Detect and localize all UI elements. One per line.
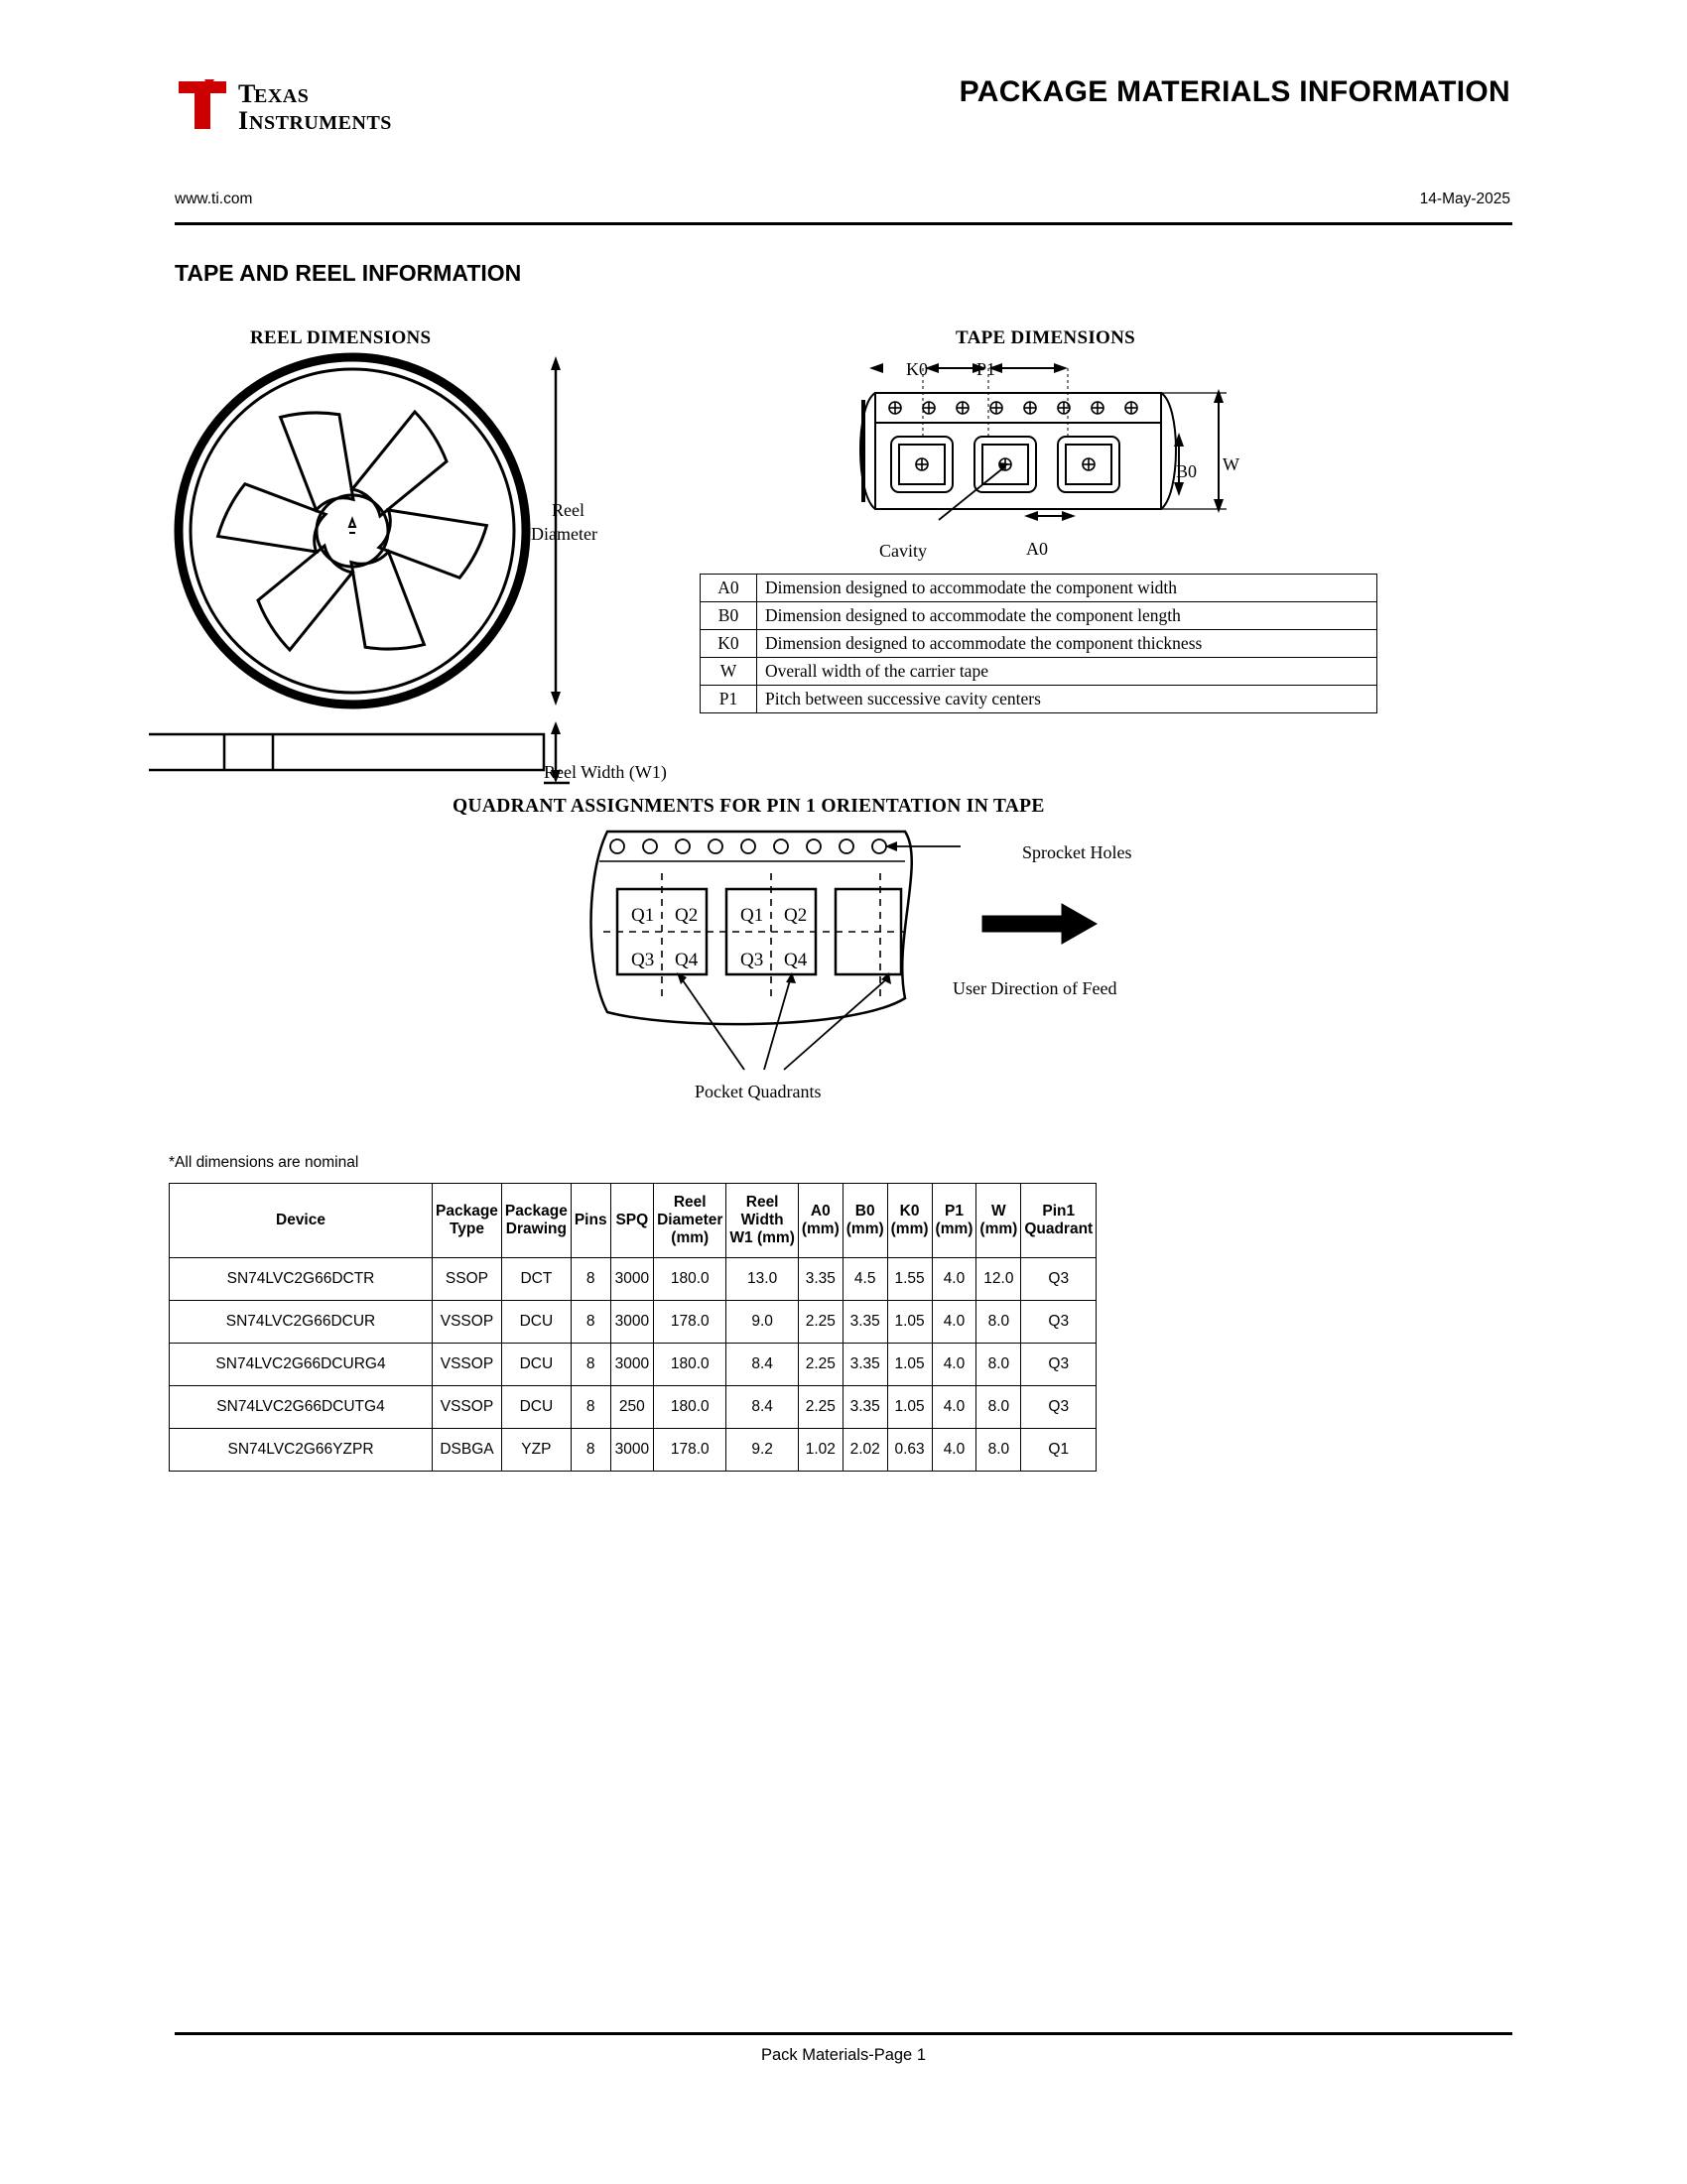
cell-pin1-quadrant: Q1	[1021, 1429, 1097, 1472]
header-line: Reel	[745, 1194, 779, 1212]
cell-w: 8.0	[976, 1301, 1021, 1344]
svg-text:I: I	[238, 106, 249, 135]
header-line: Pins	[574, 1212, 607, 1229]
dim-desc: Pitch between successive cavity centers	[757, 686, 1377, 713]
cell-a0: 2.25	[798, 1301, 843, 1344]
table-row	[701, 630, 1377, 658]
cell-b0: 3.35	[843, 1386, 887, 1429]
cell-reel-width: 9.0	[726, 1301, 798, 1344]
cell-package-type: SSOP	[433, 1258, 502, 1301]
cell-device: SN74LVC2G66DCTR	[170, 1258, 433, 1301]
table-row	[701, 658, 1377, 686]
svg-text:EXAS: EXAS	[254, 85, 310, 107]
cell-pins: 8	[571, 1301, 610, 1344]
svg-text:Q1: Q1	[631, 905, 655, 926]
nominal-dimensions-note: *All dimensions are nominal	[169, 1154, 359, 1171]
header-line: (mm)	[671, 1228, 710, 1246]
cell-reel-width: 8.4	[726, 1386, 798, 1429]
footer-divider	[175, 2032, 1512, 2035]
a0-label: A0	[1026, 539, 1048, 559]
col-header-p1	[932, 1184, 976, 1258]
table-header-row	[170, 1184, 1097, 1258]
cell-pins: 8	[571, 1386, 610, 1429]
dim-key: P1	[701, 686, 757, 713]
table-row	[701, 602, 1377, 630]
cell-p1: 4.0	[932, 1258, 976, 1301]
cell-package-type: VSSOP	[433, 1386, 502, 1429]
header-line: (mm)	[935, 1220, 973, 1237]
col-header-reel-width	[726, 1184, 798, 1258]
dim-key: A0	[701, 575, 757, 602]
cell-reel-diameter: 178.0	[654, 1301, 726, 1344]
cell-reel-width: 13.0	[726, 1258, 798, 1301]
page-title: PACKAGE MATERIALS INFORMATION	[959, 75, 1510, 108]
cell-reel-width: 9.2	[726, 1429, 798, 1472]
cavity-label: Cavity	[879, 541, 927, 561]
cell-device: SN74LVC2G66DCUTG4	[170, 1386, 433, 1429]
header-line: B0	[854, 1203, 875, 1220]
footer-text: Pack Materials-Page 1	[761, 2046, 926, 2064]
header-line: Width	[740, 1212, 784, 1229]
cell-a0: 2.25	[798, 1344, 843, 1386]
cell-reel-diameter: 180.0	[654, 1258, 726, 1301]
tape-reel-table	[169, 1183, 1097, 1472]
header-line: W1 (mm)	[729, 1228, 795, 1246]
cell-device: SN74LVC2G66DCUR	[170, 1301, 433, 1344]
cell-package-drawing: DCT	[501, 1258, 571, 1301]
quadrant-diagram	[556, 822, 1171, 1099]
sprocket-holes-label: Sprocket Holes	[1022, 842, 1132, 862]
document-date: 14-May-2025	[1419, 191, 1510, 207]
cell-pins: 8	[571, 1429, 610, 1472]
cell-package-type: DSBGA	[433, 1429, 502, 1472]
header-line: Reel	[673, 1194, 707, 1212]
dimension-definition-table	[700, 574, 1377, 713]
pocket-quadrants-label: Pocket Quadrants	[695, 1082, 822, 1101]
cell-reel-diameter: 180.0	[654, 1344, 726, 1386]
cell-package-type: VSSOP	[433, 1344, 502, 1386]
cell-device: SN74LVC2G66DCURG4	[170, 1344, 433, 1386]
table-row	[170, 1301, 1097, 1344]
table-row	[701, 686, 1377, 713]
svg-text:Q2: Q2	[784, 905, 808, 926]
reel-dimensions-caption: REEL DIMENSIONS	[250, 327, 432, 348]
table-row	[701, 575, 1377, 602]
cell-p1: 4.0	[932, 1301, 976, 1344]
cell-pin1-quadrant: Q3	[1021, 1386, 1097, 1429]
cell-p1: 4.0	[932, 1386, 976, 1429]
cell-reel-diameter: 178.0	[654, 1429, 726, 1472]
header-line: Package	[436, 1203, 498, 1220]
col-header-package-drawing	[501, 1184, 571, 1258]
dim-key: B0	[701, 602, 757, 630]
cell-b0: 2.02	[843, 1429, 887, 1472]
header-line: Device	[276, 1212, 325, 1229]
cell-a0: 1.02	[798, 1429, 843, 1472]
svg-text:Q3: Q3	[740, 950, 764, 970]
header-line: (mm)	[890, 1220, 929, 1237]
dim-desc: Dimension designed to accommodate the component length	[757, 602, 1377, 630]
cell-spq: 3000	[610, 1344, 653, 1386]
cell-p1: 4.0	[932, 1429, 976, 1472]
cell-pins: 8	[571, 1258, 610, 1301]
cell-spq: 250	[610, 1386, 653, 1429]
b0-label: B0	[1176, 461, 1198, 481]
header-line: (mm)	[979, 1220, 1018, 1237]
table-row	[170, 1344, 1097, 1386]
cell-reel-diameter: 180.0	[654, 1386, 726, 1429]
col-header-package-type	[433, 1184, 502, 1258]
header-line: SPQ	[615, 1212, 649, 1229]
cell-k0: 1.55	[887, 1258, 932, 1301]
table-row	[170, 1386, 1097, 1429]
cell-reel-width: 8.4	[726, 1344, 798, 1386]
quadrant-caption: QUADRANT ASSIGNMENTS FOR PIN 1 ORIENTATION IN TAPE	[453, 796, 1045, 817]
reel-width-label: Reel Width (W1)	[544, 762, 667, 782]
table-row	[170, 1258, 1097, 1301]
section-title: TAPE AND REEL INFORMATION	[175, 260, 522, 286]
cell-b0: 3.35	[843, 1344, 887, 1386]
cell-pin1-quadrant: Q3	[1021, 1344, 1097, 1386]
col-header-a0	[798, 1184, 843, 1258]
dim-key: K0	[701, 630, 757, 658]
dim-desc: Dimension designed to accommodate the component thickness	[757, 630, 1377, 658]
header-line: A0	[810, 1203, 831, 1220]
cell-p1: 4.0	[932, 1344, 976, 1386]
cell-package-drawing: DCU	[501, 1301, 571, 1344]
feed-direction-label: User Direction of Feed	[953, 978, 1117, 998]
cell-a0: 3.35	[798, 1258, 843, 1301]
dim-desc: Dimension designed to accommodate the component width	[757, 575, 1377, 602]
cell-b0: 3.35	[843, 1301, 887, 1344]
svg-text:Q2: Q2	[675, 905, 699, 926]
tape-dimensions-caption: TAPE DIMENSIONS	[956, 327, 1135, 348]
cell-spq: 3000	[610, 1258, 653, 1301]
svg-text:Q4: Q4	[675, 950, 699, 970]
cell-package-drawing: DCU	[501, 1386, 571, 1429]
svg-text:NSTRUMENTS: NSTRUMENTS	[249, 112, 392, 134]
cell-pins: 8	[571, 1344, 610, 1386]
cell-spq: 3000	[610, 1429, 653, 1472]
header-line: (mm)	[801, 1220, 840, 1237]
cell-spq: 3000	[610, 1301, 653, 1344]
cell-package-type: VSSOP	[433, 1301, 502, 1344]
reel-diagram	[149, 342, 764, 789]
cell-pin1-quadrant: Q3	[1021, 1258, 1097, 1301]
w-label: W	[1223, 454, 1239, 474]
header-line: Diameter	[657, 1212, 723, 1229]
col-header-w	[976, 1184, 1021, 1258]
header-line: Type	[449, 1220, 484, 1237]
svg-text:Q3: Q3	[631, 950, 655, 970]
col-header-reel-diameter	[654, 1184, 726, 1258]
cell-k0: 1.05	[887, 1301, 932, 1344]
k0-label: K0	[906, 359, 928, 379]
svg-text:Q1: Q1	[740, 905, 764, 926]
reel-diameter-label-line2: Diameter	[531, 524, 597, 544]
cell-b0: 4.5	[843, 1258, 887, 1301]
ti-url: www.ti.com	[175, 191, 253, 207]
col-header-device	[170, 1184, 433, 1258]
ti-logo	[175, 77, 462, 139]
header-line: W	[991, 1203, 1006, 1220]
dim-desc: Overall width of the carrier tape	[757, 658, 1377, 686]
cell-a0: 2.25	[798, 1386, 843, 1429]
reel-diameter-label-line1: Reel	[552, 500, 584, 520]
header-line: Drawing	[505, 1220, 567, 1237]
cell-w: 8.0	[976, 1429, 1021, 1472]
cell-w: 8.0	[976, 1386, 1021, 1429]
cell-k0: 0.63	[887, 1429, 932, 1472]
cell-pin1-quadrant: Q3	[1021, 1301, 1097, 1344]
col-header-pin1-quadrant	[1021, 1184, 1097, 1258]
col-header-k0	[887, 1184, 932, 1258]
p1-label: P1	[976, 359, 996, 379]
cell-k0: 1.05	[887, 1344, 932, 1386]
dim-key: W	[701, 658, 757, 686]
svg-text:Q4: Q4	[784, 950, 808, 970]
header-line: (mm)	[845, 1220, 884, 1237]
col-header-pins	[571, 1184, 610, 1258]
header-line: Package	[504, 1203, 568, 1220]
cell-device: SN74LVC2G66YZPR	[170, 1429, 433, 1472]
svg-text:T: T	[238, 79, 256, 108]
header-line: P1	[944, 1203, 964, 1220]
cell-package-drawing: YZP	[501, 1429, 571, 1472]
header-line: Pin1	[1042, 1203, 1076, 1220]
col-header-spq	[610, 1184, 653, 1258]
cell-package-drawing: DCU	[501, 1344, 571, 1386]
header-divider	[175, 222, 1512, 225]
cell-w: 12.0	[976, 1258, 1021, 1301]
header-line: Quadrant	[1024, 1220, 1094, 1237]
table-row	[170, 1429, 1097, 1472]
col-header-b0	[843, 1184, 887, 1258]
cell-k0: 1.05	[887, 1386, 932, 1429]
header-line: K0	[899, 1203, 920, 1220]
cell-w: 8.0	[976, 1344, 1021, 1386]
